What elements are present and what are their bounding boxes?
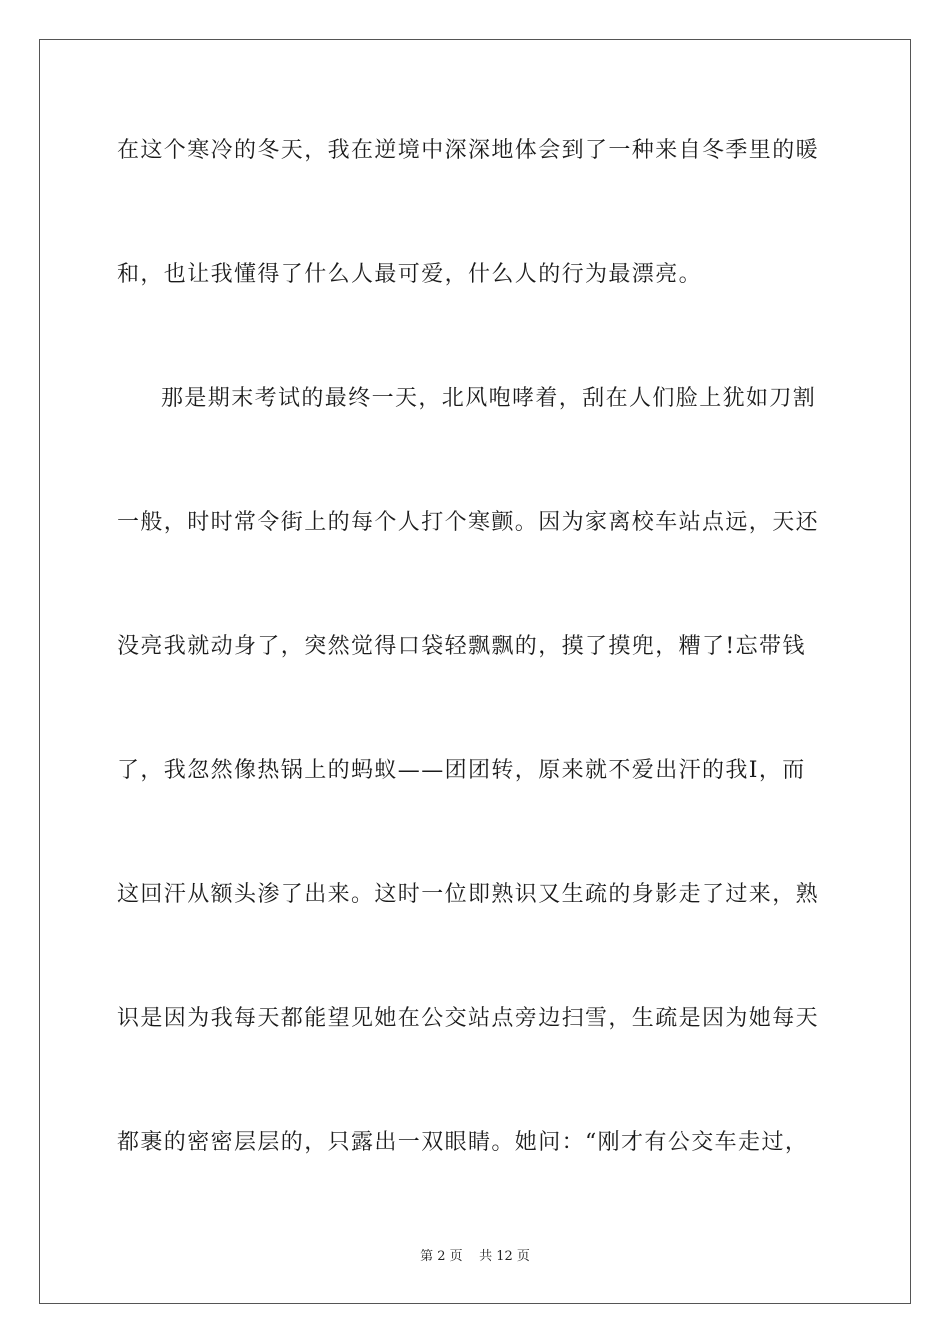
paragraph-start-line: 那是期末考试的最终一天，北风咆哮着，刮在人们脸上犹如刀割: [161, 386, 817, 411]
text-line-7: 这回汗从额头渗了出来。这时一位即熟识又生疏的身影走了过来，熟: [117, 882, 820, 907]
text-line-4: 一般，时时常令街上的每个人打个寒颤。因为家离校车站点远，天还: [117, 510, 820, 535]
text-line-8: 识是因为我每天都能望见她在公交站点旁边扫雪，生疏是因为她每天: [117, 1006, 820, 1031]
text-line-1: 在这个寒冷的冬天，我在逆境中深深地体会到了一种来自冬季里的暖: [117, 138, 820, 163]
text-line-5: 没亮我就动身了，突然觉得口袋轻飘飘的，摸了摸兜，糟了!忘带钱: [117, 634, 806, 659]
page-frame: [39, 39, 911, 1304]
text-line-2: 和，也让我懂得了什么人最可爱，什么人的行为最漂亮。: [117, 262, 703, 287]
text-line-6: 了，我忽然像热锅上的蚂蚁——团团转，原来就不爱出汗的我I，而: [117, 758, 806, 783]
text-line-9: 都裹的密密层层的，只露出一双眼睛。她问：“刚才有公交车走过，: [117, 1130, 809, 1155]
page-number-footer: 第 2 页 共 12 页: [420, 1249, 530, 1264]
